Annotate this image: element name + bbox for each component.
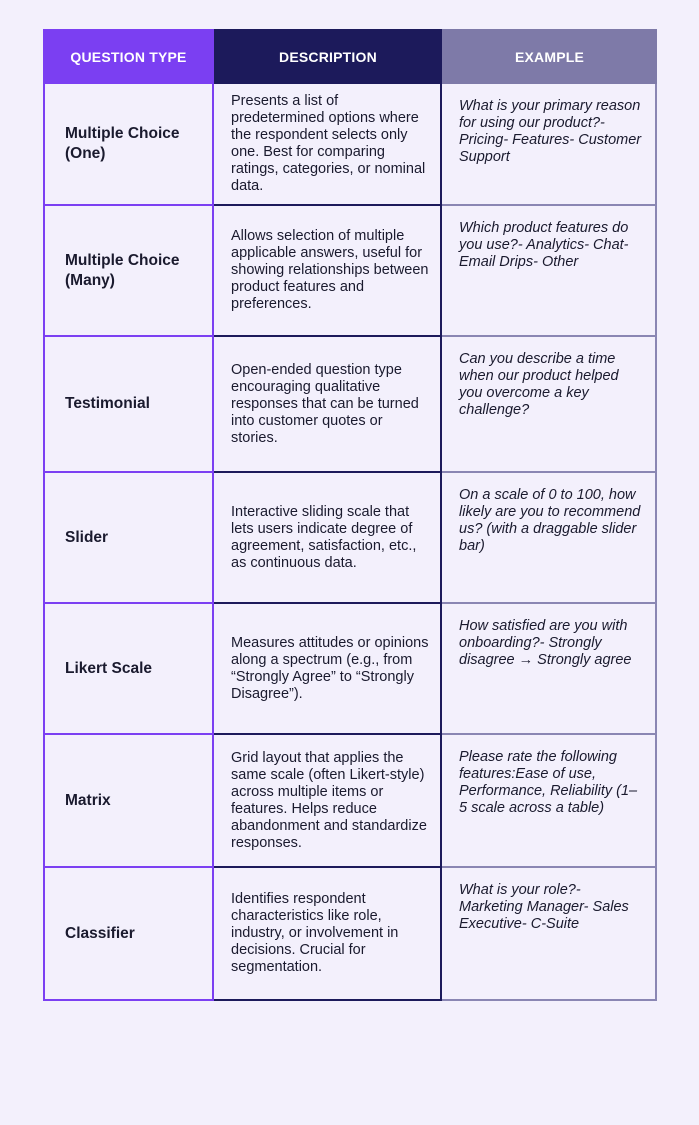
- row-description-cell: Measures attitudes or opinions along a spectrum (e.g., from “Strongly Agree” to “Strongly Disagree”).: [214, 604, 442, 735]
- row-description-cell: Identifies respondent characteristics like role, industry, or involvement in decisions. Crucial for segmentation.: [214, 868, 442, 1001]
- row-type-cell: Multiple Choice (Many): [43, 206, 214, 337]
- row-type-cell: Matrix: [43, 735, 214, 868]
- row-type-cell: Multiple Choice (One): [43, 84, 214, 206]
- row-type-cell: Likert Scale: [43, 604, 214, 735]
- row-description-cell: Allows selection of multiple applicable answers, useful for showing relationships between product features and preferences.: [214, 206, 442, 337]
- row-example-cell: What is your role?- Marketing Manager- Sales Executive- C-Suite: [442, 868, 657, 1001]
- row-description-cell: Grid layout that applies the same scale (often Likert-style) across multiple items or features. Helps reduce abandonment and standardize responses.: [214, 735, 442, 868]
- question-types-table: [43, 29, 657, 1125]
- row-example-cell: Can you describe a time when our product helped you overcome a key challenge?: [442, 337, 657, 473]
- row-type-cell: Testimonial: [43, 337, 214, 473]
- row-description-cell: Interactive sliding scale that lets users indicate degree of agreement, satisfaction, etc., as continuous data.: [214, 473, 442, 604]
- row-example-cell: What is your primary reason for using our product?- Pricing- Features- Customer Support: [442, 84, 657, 206]
- row-type-cell: Classifier: [43, 868, 214, 1001]
- header-description: DESCRIPTION: [214, 29, 442, 84]
- header-example: EXAMPLE: [442, 29, 657, 84]
- row-description-cell: Open-ended question type encouraging qualitative responses that can be turned into customer quotes or stories.: [214, 337, 442, 473]
- row-description-cell: Presents a list of predetermined options where the respondent selects only one. Best for comparing ratings, categories, or nominal data.: [214, 84, 442, 206]
- row-type-cell: Slider: [43, 473, 214, 604]
- header-question-type: QUESTION TYPE: [43, 29, 214, 84]
- row-example-cell: On a scale of 0 to 100, how likely are you to recommend us? (with a draggable slider bar): [442, 473, 657, 604]
- row-example-cell: Please rate the following features:Ease of use, Performance, Reliability (1–5 scale across a table): [442, 735, 657, 868]
- row-example-cell: How satisfied are you with onboarding?- Strongly disagree → Strongly agree: [442, 604, 657, 735]
- row-example-cell: Which product features do you use?- Analytics- Chat- Email Drips- Other: [442, 206, 657, 337]
